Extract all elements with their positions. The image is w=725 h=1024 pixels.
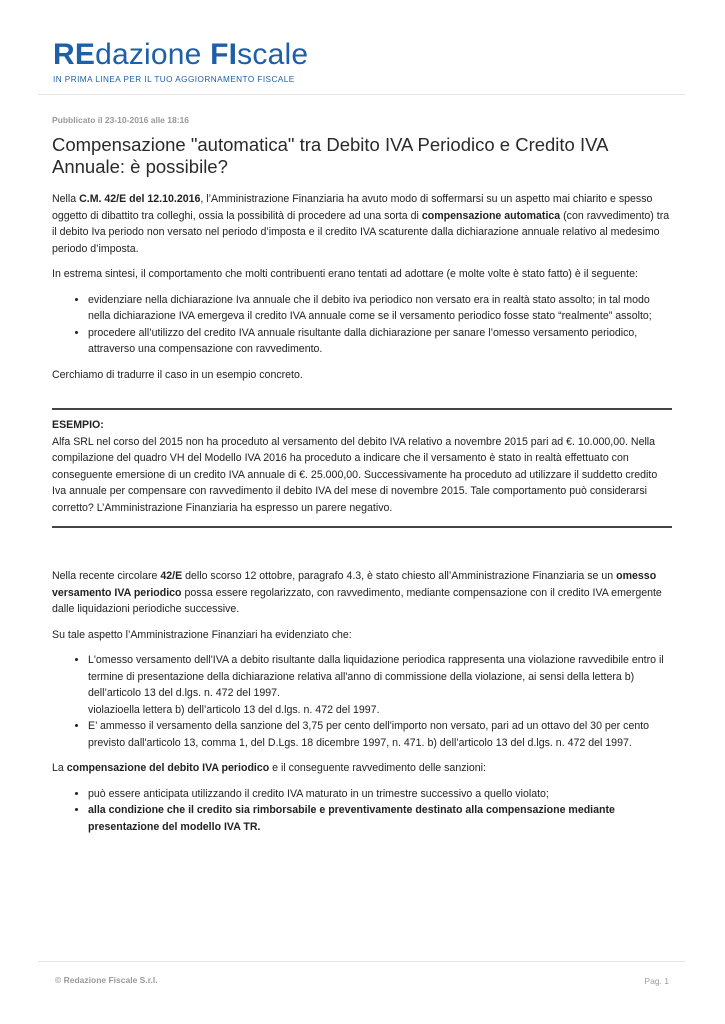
article-title: Compensazione "automatica" tra Debito IVA Periodico e Credito IVA Annuale: è possibile? [52,134,608,177]
example-body: Alfa SRL nel corso del 2015 non ha proceduto al versamento del debito IVA relativo a novembre 2015 pari ad €. 10.000,00. Nella compilazione del quadro VH del Modello IVA 2016 ha proceduto a indicare che il versamento è stato in realtà effettuato con conseguente emersione di un credito IVA annuale di €. 25.000,00. Successivamente ha proceduto ad utilizzare il suddetto credito Iva annuale per compensare con ravvedimento il debito IVA del mese di novembre 2015. Tale comportamento può considerarsi corretto? L’Amministrazione Finanziaria ha espresso un parere negativo. [52,435,658,514]
example-heading: ESEMPIO: [52,419,104,431]
paragraph-summary: In estrema sintesi, il comportamento che molti contribuenti erano tentati ad adottare (e molte volte è stato fatto) è il seguente: [52,268,638,280]
paragraph-evidence: Su tale aspetto l’Amministrazione Finanziari ha evidenziato che: [52,628,352,641]
header-divider [38,94,685,95]
list-item: • procedere all’utilizzo del credito IVA annuale risultante dalla dichiarazione per sanare l’omesso versamento periodico, attraverso una compensazione con ravvedimento. [88,325,672,358]
conditions-list [52,786,672,836]
published-date: Pubblicato il 23-10-2016 alle 18:16 [52,115,190,125]
list-item: • E’ ammesso il versamento della sanzione del 3,75 per cento dell'importo non versato, pari ad un ottavo del 30 per cento previsto dall'articolo 13, comma 1, del D.Lgs. 18 dicembre 1997, n. 471. b) dell’articolo 13 del d.lgs. n. 472 del 1997. [88,718,672,751]
footer-divider [38,961,685,962]
paragraph-circular: Nella recente circolare 42/E dello scorso 12 ottobre, paragrafo 4.3, è stato chiesto all’Amministrazione Finanziaria se un omesso versamento IVA periodico possa essere regolarizzato, con ravvedimento, mediante compensazione con il credito IVA emergente dalle liquidazioni periodiche successive. [52,570,662,615]
paragraph-intro: Nella C.M. 42/E del 12.10.2016, l’Amministrazione Finanziaria ha avuto modo di soffermarsi su un aspetto mai chiarito e spesso oggetto di dibattito tra colleghi, ossia la possibilità di procedere ad una sorta di compensazione automatica (con ravvedimento) tra il debito Iva periodo non versato nel periodo d’imposta e il credito IVA scaturente dalla dichiarazione annuale relativo al medesimo periodo d’imposta. [52,193,670,255]
footer-page-number: Pag. 1 [644,976,669,986]
paragraph-compensation: La compensazione del debito IVA periodico e il conseguente ravvedimento delle sanzioni: [52,762,486,774]
list-item: • può essere anticipata utilizzando il credito IVA maturato in un trimestre successivo a quello violato; [88,786,672,803]
evidence-list [52,652,672,751]
behaviour-list [52,292,672,358]
logo-tagline: IN PRIMA LINEA PER IL TUO AGGIORNAMENTO FISCALE [53,75,295,84]
logo[interactable] [53,38,308,84]
article [52,115,672,844]
logo-wordmark: REdazione FIscale [53,38,309,71]
footer-copyright: © Redazione Fiscale S.r.l. [55,975,158,985]
list-item: • L'omesso versamento dell'IVA a debito risultante dalla liquidazione periodica rappresenta una violazione ravvedibile entro il termine di presentazione della dichiarazione relativa all'anno di commissione della violazione, ai sensi della lettera b) dell’articolo 13 del d.lgs. n. 472 del 1997. violazioella lettera b) dell’articolo 13 del d.lgs. n. 472 del 1997. [88,652,672,718]
paragraph-example-intro: Cerchiamo di tradurre il caso in un esempio concreto. [52,368,303,381]
list-item: • alla condizione che il credito sia rimborsabile e preventivamente destinato alla compensazione mediante presentazione del modello IVA TR. [88,802,672,835]
example-box [52,408,672,528]
list-item: • evidenziare nella dichiarazione Iva annuale che il debito iva periodico non versato era in realtà stato assolto; in tal modo nella dichiarazione IVA emergeva il credito IVA annuale come se il versamento periodico fosse stato “realmente” assolto; [88,292,672,325]
